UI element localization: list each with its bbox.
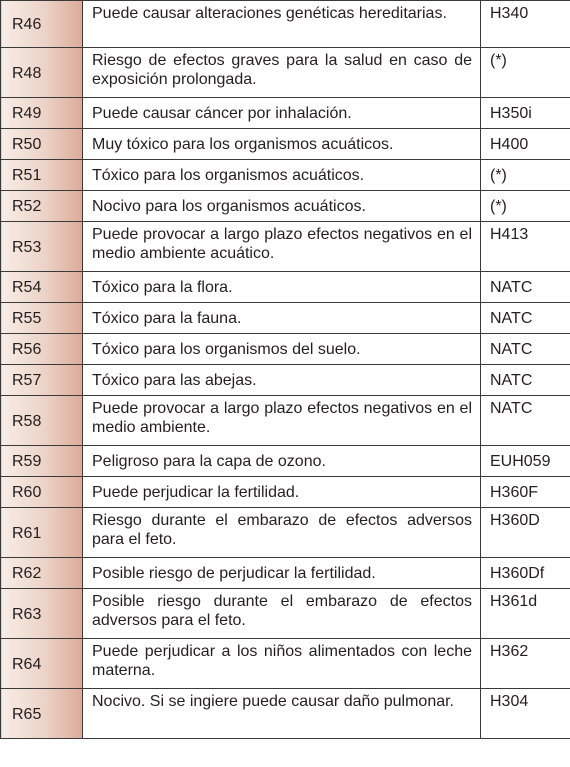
description-cell: Tóxico para la fauna. (83, 303, 481, 334)
table-row (1, 303, 570, 334)
table-row (1, 160, 570, 191)
table-row (1, 98, 570, 129)
r-code-cell: R51 (1, 160, 83, 191)
h-code-cell: (*) (481, 191, 570, 222)
r-code-cell: R61 (1, 508, 83, 558)
h-code-cell: H360Df (481, 558, 570, 589)
h-code-cell: H304 (481, 689, 570, 739)
table-row (1, 446, 570, 477)
h-code-cell: (*) (481, 48, 570, 98)
h-code-cell: H360F (481, 477, 570, 508)
table-row (1, 1, 570, 48)
table-row (1, 396, 570, 446)
description-cell: Puede provocar a largo plazo efectos negativos en el medio ambiente acuático. (83, 222, 481, 272)
description-cell: Puede causar cáncer por inhalación. (83, 98, 481, 129)
r-code-cell: R58 (1, 396, 83, 446)
table-row (1, 365, 570, 396)
description-cell: Puede provocar a largo plazo efectos negativos en el medio ambiente. (83, 396, 481, 446)
h-code-cell: H340 (481, 1, 570, 48)
table-row (1, 191, 570, 222)
table-row (1, 48, 570, 98)
h-code-cell: NATC (481, 272, 570, 303)
description-cell: Tóxico para los organismos del suelo. (83, 334, 481, 365)
description-cell: Tóxico para la flora. (83, 272, 481, 303)
description-cell: Tóxico para las abejas. (83, 365, 481, 396)
description-cell: Posible riesgo durante el embarazo de efectos adversos para el feto. (83, 589, 481, 639)
r-code-cell: R59 (1, 446, 83, 477)
description-cell: Riesgo de efectos graves para la salud en caso de exposición prolongada. (83, 48, 481, 98)
r-code-cell: R54 (1, 272, 83, 303)
r-code-cell: R57 (1, 365, 83, 396)
h-code-cell: NATC (481, 365, 570, 396)
h-code-cell: NATC (481, 303, 570, 334)
r-code-cell: R65 (1, 689, 83, 739)
r-code-cell: R63 (1, 589, 83, 639)
r-code-cell: R60 (1, 477, 83, 508)
h-code-cell: H361d (481, 589, 570, 639)
table-row (1, 129, 570, 160)
h-code-cell: (*) (481, 160, 570, 191)
h-code-cell: H350i (481, 98, 570, 129)
h-code-cell: NATC (481, 396, 570, 446)
r-code-cell: R64 (1, 639, 83, 689)
h-code-cell: H362 (481, 639, 570, 689)
r-code-cell: R62 (1, 558, 83, 589)
h-code-cell: H413 (481, 222, 570, 272)
table-row (1, 639, 570, 689)
description-cell: Nocivo. Si se ingiere puede causar daño pulmonar. (83, 689, 481, 739)
r-code-cell: R48 (1, 48, 83, 98)
description-cell: Puede perjudicar la fertilidad. (83, 477, 481, 508)
h-code-cell: H360D (481, 508, 570, 558)
r-code-cell: R46 (1, 1, 83, 48)
description-cell: Posible riesgo de perjudicar la fertilidad. (83, 558, 481, 589)
table-row (1, 689, 570, 739)
table-row (1, 222, 570, 272)
r-code-cell: R50 (1, 129, 83, 160)
h-code-cell: H400 (481, 129, 570, 160)
description-cell: Peligroso para la capa de ozono. (83, 446, 481, 477)
table-row (1, 477, 570, 508)
r-code-cell: R53 (1, 222, 83, 272)
description-cell: Nocivo para los organismos acuáticos. (83, 191, 481, 222)
description-cell: Tóxico para los organismos acuáticos. (83, 160, 481, 191)
r-code-cell: R56 (1, 334, 83, 365)
table-row (1, 558, 570, 589)
table-row (1, 589, 570, 639)
r-code-cell: R55 (1, 303, 83, 334)
table-row (1, 508, 570, 558)
table-row (1, 334, 570, 365)
description-cell: Riesgo durante el embarazo de efectos adversos para el feto. (83, 508, 481, 558)
description-cell: Puede causar alteraciones genéticas hereditarias. (83, 1, 481, 48)
r-code-cell: R49 (1, 98, 83, 129)
table-row (1, 272, 570, 303)
description-cell: Puede perjudicar a los niños alimentados con leche materna. (83, 639, 481, 689)
description-cell: Muy tóxico para los organismos acuáticos. (83, 129, 481, 160)
h-code-cell: NATC (481, 334, 570, 365)
h-code-cell: EUH059 (481, 446, 570, 477)
r-code-cell: R52 (1, 191, 83, 222)
